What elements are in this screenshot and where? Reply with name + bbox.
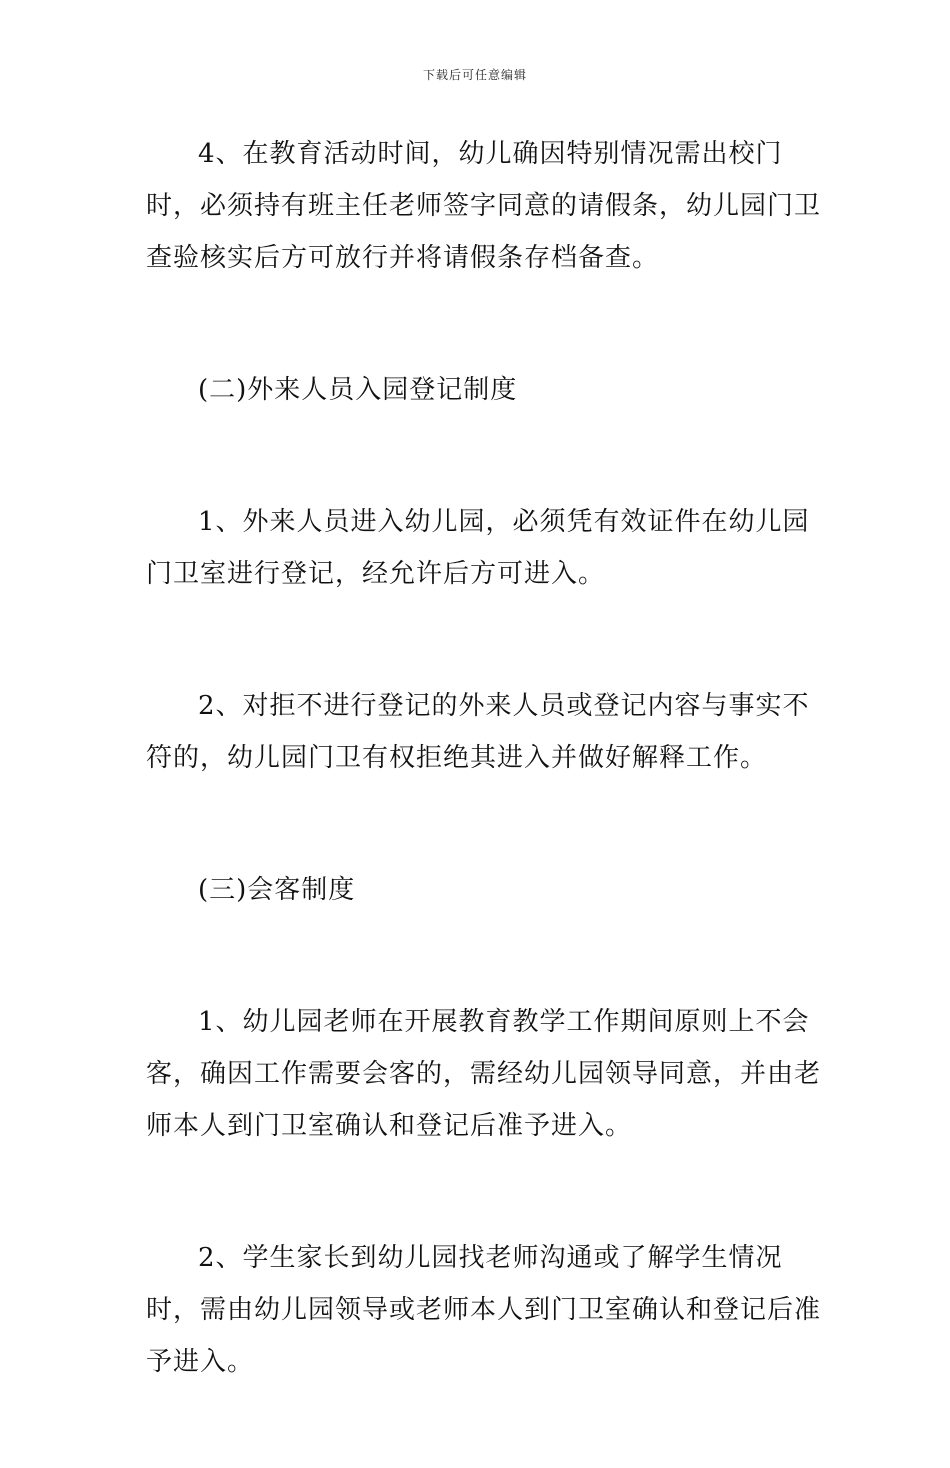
section-heading-visitor-registration: (二)外来人员入园登记制度: [198, 375, 518, 405]
paragraph-visitor-rule-1: 1、外来人员进入幼儿园，必须凭有效证件在幼儿园门卫室进行登记，经允许后方可进入。: [146, 507, 810, 589]
paragraph-meeting-rule-1: 1、幼儿园老师在开展教育教学工作期间原则上不会客，确因工作需要会客的，需经幼儿园领导同意，并由老师本人到门卫室确认和登记后准予进入。: [146, 1007, 822, 1141]
section-heading-meeting-guests: (三)会客制度: [198, 875, 356, 905]
page-header: 下载后可任意编辑: [422, 68, 527, 82]
paragraph-rule-4: 4、在教育活动时间，幼儿确因特别情况需出校门时，必须持有班主任老师签字同意的请假条，幼儿园门卫查验核实后方可放行并将请假条存档备查。: [146, 139, 822, 273]
document-body: [146, 128, 836, 1468]
paragraph-visitor-rule-2: 2、对拒不进行登记的外来人员或登记内容与事实不符的，幼儿园门卫有权拒绝其进入并做好解释工作。: [146, 691, 810, 773]
paragraph-meeting-rule-2: 2、学生家长到幼儿园找老师沟通或了解学生情况时，需由幼儿园领导或老师本人到门卫室确认和登记后准予进入。: [146, 1243, 822, 1377]
